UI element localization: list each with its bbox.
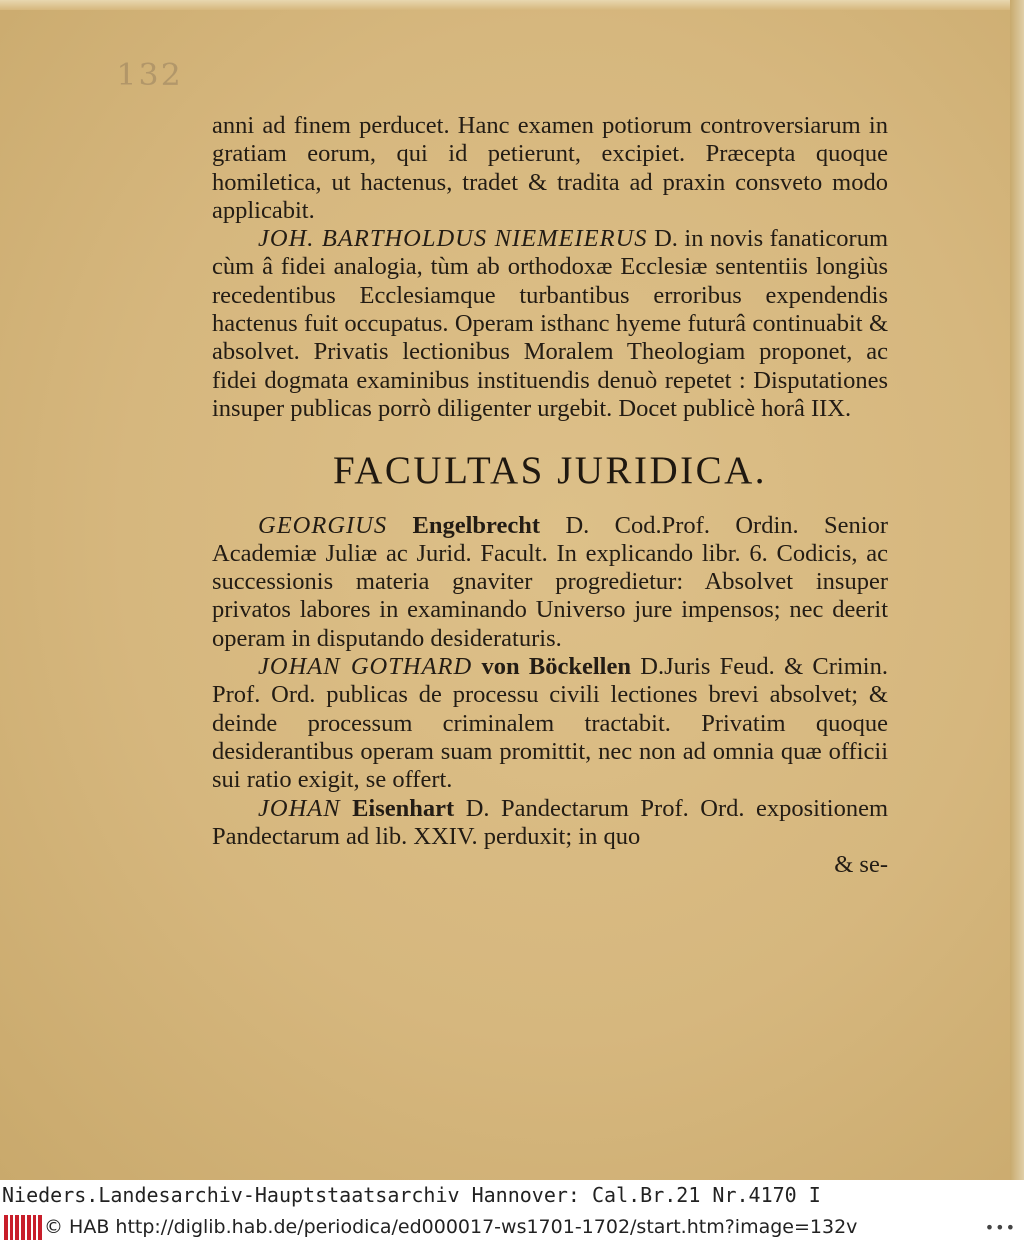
page-edge-top [0, 0, 1024, 10]
folio-number: 132 [116, 58, 183, 93]
paragraph-theology-1 [212, 112, 888, 225]
section-heading: FACULTAS JURIDICA. [332, 449, 768, 493]
paragraph-text: D. Cod.Prof. Ordin. Senior Academiæ Juliæ ac Jurid. Facult. In explicando libr. 6. Codicis, ac successionis materia gnaviter progredietur: Absolvet insuper privatos labores in examinando Universo jure impensos; nec deerit operam in disputando desideraturis. [212, 511, 888, 652]
more-icon[interactable]: ••• [984, 1218, 1016, 1237]
paragraph-jur-1 [212, 512, 888, 653]
paragraph-text: D. in novis fanaticorum cùm â fidei analogia, tùm ab orthodoxæ Ecclesiæ sententiis longiùs recedentibus Ecclesiamque turbantibus erroribus expendendis hactenus fuit occupatus. Operam isthanc hyeme futurâ continuabit & absolvet. Privatis lectionibus Moralem Theologiam proponet, ac fidei dogmata examinibus instituendis denuò repetet : Disputationes insuper publicas porrò diligenter urgebit. Docet publicè horâ IIX. [212, 225, 889, 422]
paragraph-text: D. Pandectarum Prof. Ord. expositionem Pandectarum ad lib. XXIV. perduxit; in quo [212, 794, 889, 850]
paragraph-jur-2 [212, 653, 888, 794]
paragraph-theology-2 [212, 225, 888, 423]
paragraph-text: D.Juris Feud. & Crimin. Prof. Ord. publicas de processu civili lectiones brevi absolvet; & deinde processum criminalem tractabit. Privatim quoque desiderantibus operam suam promittit, nec non ad omnia quæ officii sui ratio exigit, se offert. [212, 653, 888, 794]
paragraph-text: anni ad finem perducet. Hanc examen potiorum controversiarum in gratiam eorum, qui id petierunt, excipiet. Præcepta quoque homiletica, ut hactenus, tradet & tradita ad praxin consveto modo applicabit. [212, 112, 888, 224]
author-surname: Eisenhart [352, 794, 455, 822]
page-edge-right [1010, 0, 1024, 1180]
hab-logo-icon [4, 1215, 42, 1240]
author-surname: Engelbrecht [412, 511, 541, 539]
author-name: JOH. BARTHOLDUS NIEMEIERUS [258, 225, 648, 253]
catchword: & se- [834, 851, 888, 879]
author-name: GEORGIUS [258, 511, 388, 539]
paragraph-jur-3 [212, 795, 888, 852]
body-text [212, 112, 888, 879]
author-name: JOHAN [258, 794, 341, 822]
archive-caption: Nieders.Landesarchiv-Hauptstaatsarchiv Hannover: Cal.Br.21 Nr.4170 I [0, 1180, 1024, 1210]
copyright-bar [0, 1210, 1024, 1245]
author-name: JOHAN GOTHARD [258, 653, 473, 681]
copyright-link[interactable]: © HAB http://diglib.hab.de/periodica/ed000017-ws1701-1702/start.htm?image=132v [44, 1216, 858, 1238]
author-surname: von Böckellen [481, 653, 631, 681]
